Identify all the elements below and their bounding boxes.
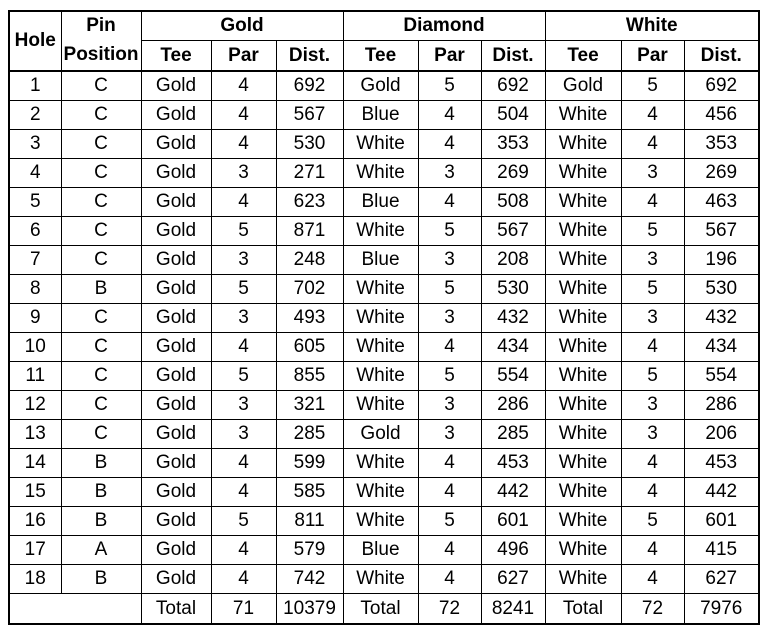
gold-dist-cell: 585 [276,478,343,507]
gold-dist-cell: 811 [276,507,343,536]
diamond-tee-cell: White [343,333,418,362]
diamond-par-cell: 4 [418,478,481,507]
pin-position-cell: C [61,188,141,217]
diamond-par-cell: 3 [418,420,481,449]
table-row [9,420,759,449]
white-dist-cell: 627 [684,565,759,594]
diamond-tee-cell: White [343,217,418,246]
white-tee-cell: White [545,217,621,246]
diamond-total-par: 72 [418,594,481,625]
diamond-par-cell: 5 [418,507,481,536]
gold-total-par: 71 [211,594,276,625]
white-par-cell: 4 [621,188,684,217]
diamond-par-cell: 4 [418,130,481,159]
diamond-tee-cell: White [343,507,418,536]
white-dist-cell: 286 [684,391,759,420]
diamond-dist-cell: 434 [481,333,545,362]
white-par-cell: 4 [621,449,684,478]
white-par-cell: 5 [621,362,684,391]
pin-position-cell: C [61,71,141,101]
white-dist-header: Dist. [684,41,759,72]
white-dist-cell: 206 [684,420,759,449]
white-dist-cell: 456 [684,101,759,130]
pin-position-cell: C [61,217,141,246]
table-row [9,536,759,565]
gold-par-cell: 4 [211,536,276,565]
diamond-par-cell: 5 [418,217,481,246]
gold-par-cell: 4 [211,565,276,594]
table-row [9,333,759,362]
table-row [9,391,759,420]
white-tee-cell: White [545,159,621,188]
gold-dist-cell: 321 [276,391,343,420]
diamond-tee-cell: White [343,159,418,188]
diamond-tee-cell: White [343,565,418,594]
total-row [9,594,759,625]
white-tee-cell: White [545,362,621,391]
gold-par-cell: 5 [211,362,276,391]
gold-tee-cell: Gold [141,304,211,333]
white-tee-cell: White [545,246,621,275]
hole-number-cell: 6 [9,217,61,246]
diamond-dist-cell: 286 [481,391,545,420]
table-row [9,449,759,478]
hole-number-cell: 12 [9,391,61,420]
white-group-header: White [545,11,759,41]
diamond-dist-cell: 567 [481,217,545,246]
gold-dist-cell: 271 [276,159,343,188]
diamond-tee-header: Tee [343,41,418,72]
diamond-dist-cell: 496 [481,536,545,565]
white-tee-cell: White [545,333,621,362]
gold-dist-cell: 530 [276,130,343,159]
white-dist-cell: 567 [684,217,759,246]
pin-position-cell: A [61,536,141,565]
pin-header-line2: Position [61,41,141,72]
gold-tee-cell: Gold [141,536,211,565]
table-row [9,304,759,333]
gold-tee-cell: Gold [141,333,211,362]
white-dist-cell: 463 [684,188,759,217]
gold-total-label: Total [141,594,211,625]
white-total-par: 72 [621,594,684,625]
diamond-dist-cell: 601 [481,507,545,536]
gold-dist-cell: 599 [276,449,343,478]
scorecard-table [8,10,760,625]
diamond-tee-cell: Blue [343,536,418,565]
gold-dist-cell: 692 [276,71,343,101]
diamond-par-cell: 5 [418,71,481,101]
diamond-tee-cell: White [343,130,418,159]
pin-header-line1: Pin [61,11,141,41]
white-par-cell: 4 [621,101,684,130]
pin-position-cell: C [61,304,141,333]
pin-position-cell: C [61,420,141,449]
gold-dist-cell: 702 [276,275,343,304]
diamond-total-dist: 8241 [481,594,545,625]
hole-number-cell: 14 [9,449,61,478]
hole-number-cell: 7 [9,246,61,275]
diamond-tee-cell: White [343,391,418,420]
gold-par-cell: 4 [211,71,276,101]
diamond-dist-cell: 208 [481,246,545,275]
gold-dist-cell: 285 [276,420,343,449]
gold-par-cell: 5 [211,275,276,304]
white-par-header: Par [621,41,684,72]
gold-par-cell: 4 [211,478,276,507]
diamond-par-cell: 4 [418,188,481,217]
white-par-cell: 3 [621,420,684,449]
white-par-cell: 5 [621,71,684,101]
gold-par-cell: 4 [211,188,276,217]
white-par-cell: 3 [621,391,684,420]
diamond-par-cell: 5 [418,362,481,391]
hole-number-cell: 1 [9,71,61,101]
diamond-total-label: Total [343,594,418,625]
table-row [9,71,759,101]
white-dist-cell: 432 [684,304,759,333]
white-tee-cell: White [545,507,621,536]
pin-position-cell: C [61,130,141,159]
gold-tee-cell: Gold [141,159,211,188]
pin-position-cell: C [61,362,141,391]
gold-tee-cell: Gold [141,449,211,478]
hole-number-cell: 13 [9,420,61,449]
white-par-cell: 3 [621,159,684,188]
diamond-par-cell: 4 [418,536,481,565]
gold-par-cell: 3 [211,159,276,188]
gold-tee-cell: Gold [141,507,211,536]
diamond-tee-cell: White [343,275,418,304]
gold-tee-cell: Gold [141,101,211,130]
hole-number-cell: 9 [9,304,61,333]
diamond-tee-cell: Blue [343,101,418,130]
gold-tee-cell: Gold [141,217,211,246]
gold-par-cell: 4 [211,130,276,159]
white-tee-cell: White [545,101,621,130]
table-row [9,246,759,275]
white-dist-cell: 453 [684,449,759,478]
diamond-par-cell: 4 [418,449,481,478]
gold-tee-cell: Gold [141,362,211,391]
gold-total-dist: 10379 [276,594,343,625]
diamond-dist-cell: 442 [481,478,545,507]
white-par-cell: 4 [621,478,684,507]
diamond-par-cell: 3 [418,159,481,188]
pin-position-cell: B [61,478,141,507]
white-tee-cell: White [545,391,621,420]
white-tee-cell: White [545,420,621,449]
pin-position-cell: C [61,246,141,275]
diamond-tee-cell: Gold [343,420,418,449]
hole-number-cell: 4 [9,159,61,188]
diamond-tee-cell: Blue [343,246,418,275]
white-dist-cell: 269 [684,159,759,188]
gold-dist-cell: 493 [276,304,343,333]
white-dist-cell: 530 [684,275,759,304]
gold-dist-cell: 579 [276,536,343,565]
hole-number-cell: 17 [9,536,61,565]
white-par-cell: 5 [621,507,684,536]
white-tee-cell: White [545,130,621,159]
gold-group-header: Gold [141,11,343,41]
diamond-par-header: Par [418,41,481,72]
white-tee-cell: White [545,449,621,478]
diamond-group-header: Diamond [343,11,545,41]
diamond-dist-cell: 285 [481,420,545,449]
table-row [9,159,759,188]
table-row [9,362,759,391]
white-dist-cell: 601 [684,507,759,536]
white-tee-cell: White [545,275,621,304]
hole-number-cell: 2 [9,101,61,130]
diamond-dist-cell: 269 [481,159,545,188]
table-row [9,101,759,130]
gold-tee-cell: Gold [141,130,211,159]
white-tee-header: Tee [545,41,621,72]
gold-par-cell: 3 [211,420,276,449]
diamond-dist-cell: 530 [481,275,545,304]
gold-dist-cell: 605 [276,333,343,362]
pin-position-cell: C [61,159,141,188]
white-par-cell: 3 [621,246,684,275]
white-tee-cell: White [545,304,621,333]
diamond-par-cell: 4 [418,101,481,130]
diamond-par-cell: 4 [418,333,481,362]
diamond-par-cell: 4 [418,565,481,594]
gold-tee-cell: Gold [141,275,211,304]
diamond-tee-cell: Gold [343,71,418,101]
table-row [9,188,759,217]
diamond-tee-cell: White [343,304,418,333]
white-dist-cell: 415 [684,536,759,565]
total-blank-cell [9,594,141,625]
pin-position-cell: C [61,101,141,130]
gold-dist-cell: 248 [276,246,343,275]
white-dist-cell: 554 [684,362,759,391]
gold-par-cell: 5 [211,217,276,246]
diamond-tee-cell: White [343,449,418,478]
white-total-dist: 7976 [684,594,759,625]
diamond-dist-cell: 692 [481,71,545,101]
white-total-label: Total [545,594,621,625]
pin-position-cell: B [61,507,141,536]
white-dist-cell: 434 [684,333,759,362]
white-par-cell: 4 [621,536,684,565]
white-tee-cell: White [545,188,621,217]
white-dist-cell: 692 [684,71,759,101]
white-par-cell: 4 [621,130,684,159]
diamond-dist-cell: 508 [481,188,545,217]
diamond-tee-cell: White [343,362,418,391]
gold-dist-cell: 742 [276,565,343,594]
hole-number-cell: 16 [9,507,61,536]
table-row [9,275,759,304]
diamond-par-cell: 3 [418,304,481,333]
gold-par-cell: 4 [211,101,276,130]
gold-dist-cell: 623 [276,188,343,217]
white-dist-cell: 353 [684,130,759,159]
hole-number-cell: 18 [9,565,61,594]
pin-position-cell: C [61,333,141,362]
diamond-par-cell: 3 [418,391,481,420]
diamond-dist-cell: 353 [481,130,545,159]
pin-position-cell: B [61,565,141,594]
white-dist-cell: 442 [684,478,759,507]
hole-number-cell: 10 [9,333,61,362]
diamond-dist-cell: 554 [481,362,545,391]
diamond-dist-cell: 453 [481,449,545,478]
table-row [9,130,759,159]
white-tee-cell: White [545,536,621,565]
white-dist-cell: 196 [684,246,759,275]
hole-header: Hole [9,11,61,71]
pin-position-cell: B [61,449,141,478]
gold-dist-header: Dist. [276,41,343,72]
table-row [9,478,759,507]
table-row [9,217,759,246]
white-par-cell: 5 [621,217,684,246]
gold-par-cell: 5 [211,507,276,536]
white-par-cell: 3 [621,304,684,333]
white-tee-cell: Gold [545,71,621,101]
gold-tee-cell: Gold [141,478,211,507]
scorecard-body [9,71,759,594]
gold-tee-cell: Gold [141,188,211,217]
white-tee-cell: White [545,565,621,594]
gold-tee-cell: Gold [141,391,211,420]
diamond-dist-header: Dist. [481,41,545,72]
diamond-dist-cell: 504 [481,101,545,130]
gold-tee-cell: Gold [141,565,211,594]
pin-position-cell: B [61,275,141,304]
hole-number-cell: 15 [9,478,61,507]
diamond-tee-cell: Blue [343,188,418,217]
gold-par-cell: 4 [211,333,276,362]
gold-dist-cell: 567 [276,101,343,130]
diamond-dist-cell: 627 [481,565,545,594]
gold-tee-cell: Gold [141,71,211,101]
table-row [9,565,759,594]
white-tee-cell: White [545,478,621,507]
diamond-par-cell: 5 [418,275,481,304]
diamond-tee-cell: White [343,478,418,507]
gold-dist-cell: 855 [276,362,343,391]
gold-par-cell: 3 [211,304,276,333]
gold-par-cell: 3 [211,391,276,420]
hole-number-cell: 11 [9,362,61,391]
gold-tee-cell: Gold [141,246,211,275]
diamond-par-cell: 3 [418,246,481,275]
white-par-cell: 5 [621,275,684,304]
hole-number-cell: 5 [9,188,61,217]
gold-par-header: Par [211,41,276,72]
gold-par-cell: 3 [211,246,276,275]
pin-position-cell: C [61,391,141,420]
gold-par-cell: 4 [211,449,276,478]
white-par-cell: 4 [621,565,684,594]
gold-dist-cell: 871 [276,217,343,246]
hole-number-cell: 3 [9,130,61,159]
white-par-cell: 4 [621,333,684,362]
diamond-dist-cell: 432 [481,304,545,333]
table-row [9,507,759,536]
gold-tee-header: Tee [141,41,211,72]
gold-tee-cell: Gold [141,420,211,449]
hole-number-cell: 8 [9,275,61,304]
